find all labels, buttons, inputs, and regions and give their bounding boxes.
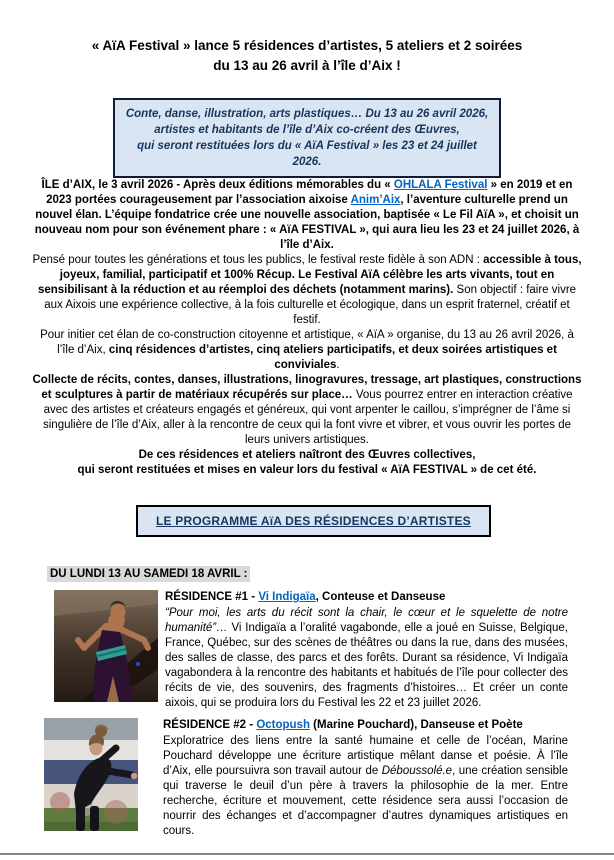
page-title [20, 36, 594, 76]
collecte-text: Vous pourrez entrer en interaction créative avec des artistes et créateurs engagés et généreux, qui vont arpenter le caillou, s’imprégner de l’âme si singulière de l’île d’Aix, aller à la rencontre de ceux qui la font vivre et vibrer, et vous ouvrir les portes de leurs univers artistiques. [43, 389, 573, 446]
vi-indigaia-dance-photo [54, 590, 158, 711]
page-title-line2: du 13 au 26 avril à l’île d’Aix ! [213, 58, 401, 73]
adn-text-2: Son objectif : faire vivre aux Aixois une expérience collective, à la fois culturelle et écologique, dans un esprit fraternel, créatif et festif. [44, 284, 577, 326]
week1-section-heading-text: DU LUNDI 13 AU SAMEDI 18 AVRIL : [47, 566, 250, 582]
oeuvres-line2: qui seront restituées et mises en valeur lors du festival « AïA FESTIVAL » de cet été. [77, 464, 537, 476]
anim-aix-link[interactable]: Anim’Aix [350, 194, 401, 206]
page-title-line1: « AïA Festival » lance 5 résidences d’artistes, 5 ateliers et 2 soirées [91, 38, 523, 53]
intro-box-line3: qui seront restituées lors du « AïA Festival » les 23 et 24 juillet 2026. [137, 140, 477, 168]
dateline-paragraph [0, 178, 614, 253]
adn-paragraph [0, 253, 614, 328]
adn-text-1: Pensé pour toutes les générations et tous les publics, le festival reste fidèle à son ADN : [32, 254, 484, 266]
ohlala-festival-link[interactable]: OHLALA Festival [393, 179, 488, 191]
residence-2-title [163, 718, 568, 733]
oeuvres-line1: De ces résidences et ateliers naîtront des Œuvres collectives, [138, 449, 476, 461]
residence-1-row [54, 590, 568, 711]
residence-2-body [163, 734, 568, 839]
intro-callout-box [113, 98, 501, 178]
program-header-box [136, 505, 491, 537]
dateline-text-mid: » en 2019 et en 2023 portées courageusement par l’association aixoise [46, 179, 573, 206]
adn-text-bold: accessible à tous, joyeux, familial, participatif et 100% Récup. Le Festival AïA célèbre les arts vivants, tout en sensibilisant à la réduction et au réemploi des déchets (notamment marins). [37, 254, 582, 296]
dateline-text-pre: ÎLE d’AIX, le 3 avril 2026 - Après deux éditions mémorables du « [41, 179, 394, 191]
oeuvres-paragraph [0, 448, 614, 478]
elan-text-bold: cinq résidences d’artistes, cinq ateliers participatifs, et deux soirées artistiques et conviviales [108, 344, 557, 371]
residence-2-description-pre: Exploratrice des liens entre la santé humaine et celle de l’océan, Marine Pouchard développe une écriture artistique mêlant danse et poésie. À l’île d’Aix, elle poursuivra son travail autour de [163, 735, 568, 777]
week1-section-heading [47, 568, 614, 580]
residence-2-work-title: Déboussolé.e [381, 765, 453, 777]
octopush-link[interactable]: Octopush [256, 719, 310, 731]
elan-text-2: . [336, 359, 340, 371]
collecte-paragraph [0, 373, 614, 448]
residence-1-title-suffix: , Conteuse et Danseuse [315, 591, 446, 603]
footer-divider-line [0, 853, 614, 855]
collecte-text-bold: Collecte de récits, contes, danses, illustrations, linogravures, tressage, art plastiques, constructions et sculptures à partir de matériaux récupérés sur place… [32, 374, 582, 401]
residence-1-description: Vi Indigaïa a l’oralité vagabonde, elle a joué en Suisse, Belgique, France, Québec, sur des scènes de théâtres ou dans la rue, dans des musées, des salles de classe, des parcs et des forêts. Durant sa résidence, Vi Indigaïa vagabondera à la rencontre des habitants et habitués de l’île pour collecter des récits de vie, des souvenirs, des fragments d’histoires… Et créer un conte aixois, qui se produira lors du Festival les 22 et 23 juillet 2026. [165, 622, 568, 709]
intro-box-line2: artistes et habitants de l’île d’Aix co-créent des Œuvres, [154, 124, 460, 136]
octopush-dance-photo [44, 718, 138, 839]
residence-2-text [163, 718, 568, 839]
residence-1-text [165, 590, 568, 711]
residence-1-quote: “Pour moi, les arts du récit sont la chair, le cœur et le squelette de notre humanité”… [165, 607, 568, 634]
residence-1-title [165, 590, 568, 605]
residence-2-row [44, 718, 568, 839]
residence-2-description-post: , une création sensible qui traverse le deuil d’un père à travers la philosophie de la mer. Entre recherche, écriture et mouvement, cette résidence sera aussi l’occasion de nourrir des échanges et d’accompagner d’autres dynamiques artistiques en cours. [163, 765, 569, 837]
residence-2-title-suffix: (Marine Pouchard), Danseuse et Poète [309, 719, 523, 731]
elan-text-1: Pour initier cet élan de co-construction citoyenne et artistique, « AïA » organise, du 13 au 26 avril 2026, à l’île d’Aix, [40, 329, 574, 356]
residence-1-body [165, 606, 568, 711]
program-header-title: LE PROGRAMME AïA DES RÉSIDENCES D’ARTISTES [156, 514, 471, 528]
residence-1-title-prefix: RÉSIDENCE #1 - [165, 591, 259, 603]
residence-2-title-prefix: RÉSIDENCE #2 - [163, 719, 257, 731]
vi-indigaia-link[interactable]: Vi Indigaïa [258, 591, 316, 603]
elan-paragraph [0, 328, 614, 373]
intro-box-line1: Conte, danse, illustration, arts plastiques… Du 13 au 26 avril 2026, [125, 108, 489, 120]
dateline-text-post: , l’aventure culturelle prend un nouvel élan. L’équipe fondatrice crée une nouvelle association, baptisée « Le Fil AïA », et choisit un nouveau nom pour son événement phare : « AïA FESTIVAL », qui aura lieu les 23 et 24 juillet 2026, à l’île d’Aix. [34, 194, 580, 251]
